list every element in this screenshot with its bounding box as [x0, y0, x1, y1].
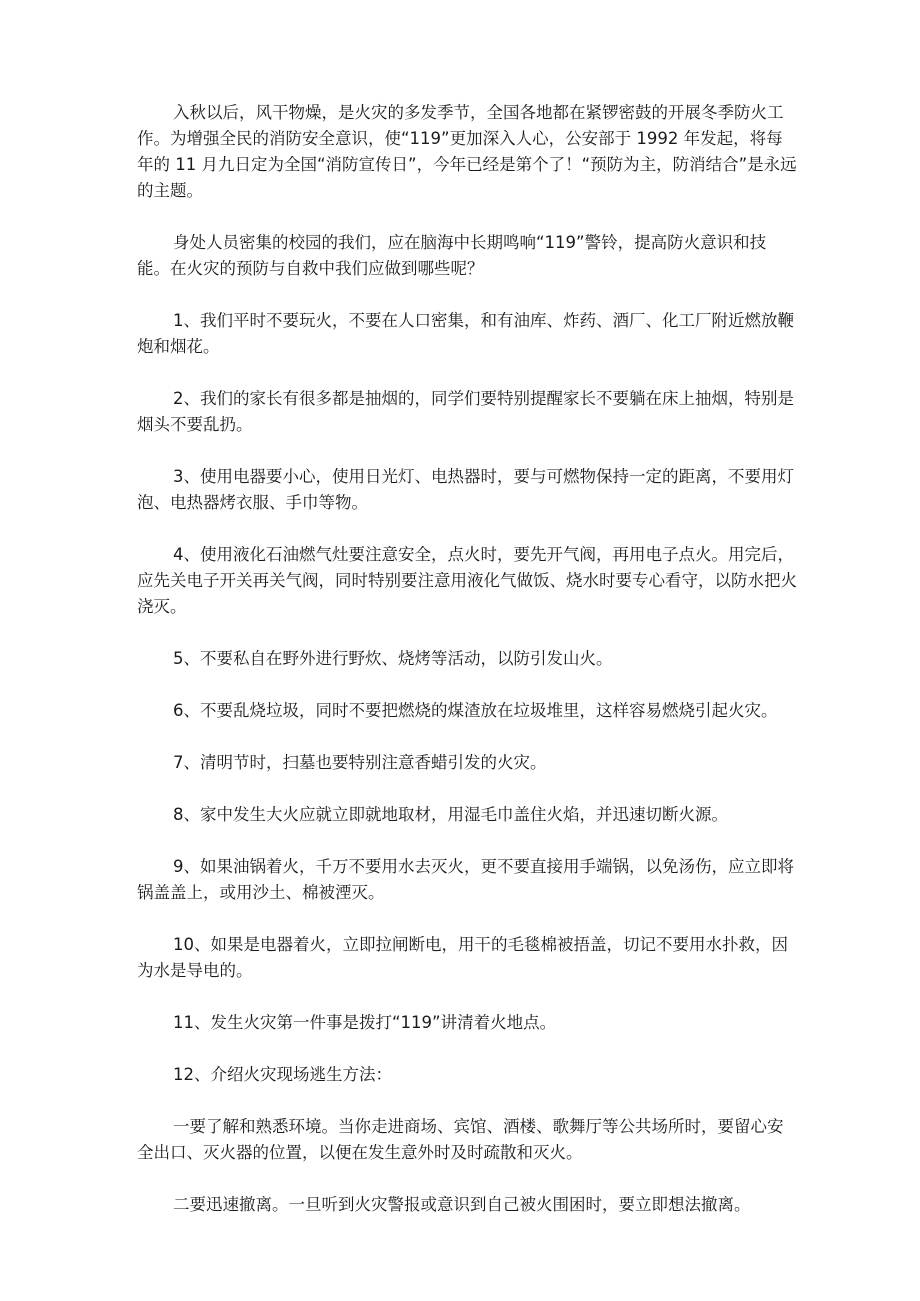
- paragraph-escape-2: 二要迅速撤离。一旦听到火灾警报或意识到自己被火围困时，要立即想法撤离。: [173, 1195, 751, 1214]
- paragraph-item-11: 11、发生火灾第一件事是拨打“119”讲清着火地点。: [173, 1013, 557, 1032]
- paragraph-item-3: 3、使用电器要小心，使用日光灯、电热器时，要与可燃物保持一定的距离，不要用灯泡、电热器烤衣服、手巾等物。: [137, 467, 794, 512]
- paragraph-intro: 入秋以后，风干物燥，是火灾的多发季节，全国各地都在紧锣密鼓的开展冬季防火工作。为增强全民的消防安全意识，使“119”更加深入人心，公安部于 1992 年发起，将每年的 11 月九日定为全国“消防宣传日”，今年已经是第个了！“预防为主，防消结合”是永远的主题。: [137, 103, 797, 200]
- paragraph-item-7: 7、清明节时，扫墓也要特别注意香蜡引发的火灾。: [173, 753, 547, 772]
- paragraph-item-2: 2、我们的家长有很多都是抽烟的，同学们要特别提醒家长不要躺在床上抽烟，特别是烟头不要乱扔。: [137, 389, 794, 434]
- paragraph-item-8: 8、家中发生大火应就立即就地取材，用湿毛巾盖住火焰，并迅速切断火源。: [173, 805, 728, 824]
- paragraph-escape-1: 一要了解和熟悉环境。当你走进商场、宾馆、酒楼、歌舞厅等公共场所时，要留心安全出口、灭火器的位置，以便在发生意外时及时疏散和灭火。: [137, 1117, 784, 1162]
- paragraph-item-10: 10、如果是电器着火，立即拉闸断电，用干的毛毯棉被捂盖，切记不要用水扑救，因为水是导电的。: [137, 935, 788, 980]
- paragraph-question: 身处人员密集的校园的我们，应在脑海中长期鸣响“119”警铃，提高防火意识和技能。在火灾的预防与自救中我们应做到哪些呢？: [137, 233, 767, 278]
- paragraph-item-9: 9、如果油锅着火，千万不要用水去灭火，更不要直接用手端锅，以免汤伤，应立即将锅盖盖上，或用沙土、棉被湮灭。: [137, 857, 794, 902]
- document-body: [137, 100, 797, 1244]
- paragraph-item-1: 1、我们平时不要玩火，不要在人口密集，和有油库、炸药、酒厂、化工厂附近燃放鞭炮和烟花。: [137, 311, 794, 356]
- paragraph-item-6: 6、不要乱烧垃圾，同时不要把燃烧的煤渣放在垃圾堆里，这样容易燃烧引起火灾。: [173, 701, 778, 720]
- paragraph-item-4: 4、使用液化石油燃气灶要注意安全，点火时，要先开气阀，再用电子点火。用完后，应先关电子开关再关气阀，同时特别要注意用液化气做饭、烧水时要专心看守，以防水把火浇灭。: [137, 545, 797, 616]
- paragraph-item-5: 5、不要私自在野外进行野炊、烧烤等活动，以防引发山火。: [173, 649, 613, 668]
- paragraph-item-12: 12、介绍火灾现场逃生方法：: [173, 1065, 392, 1084]
